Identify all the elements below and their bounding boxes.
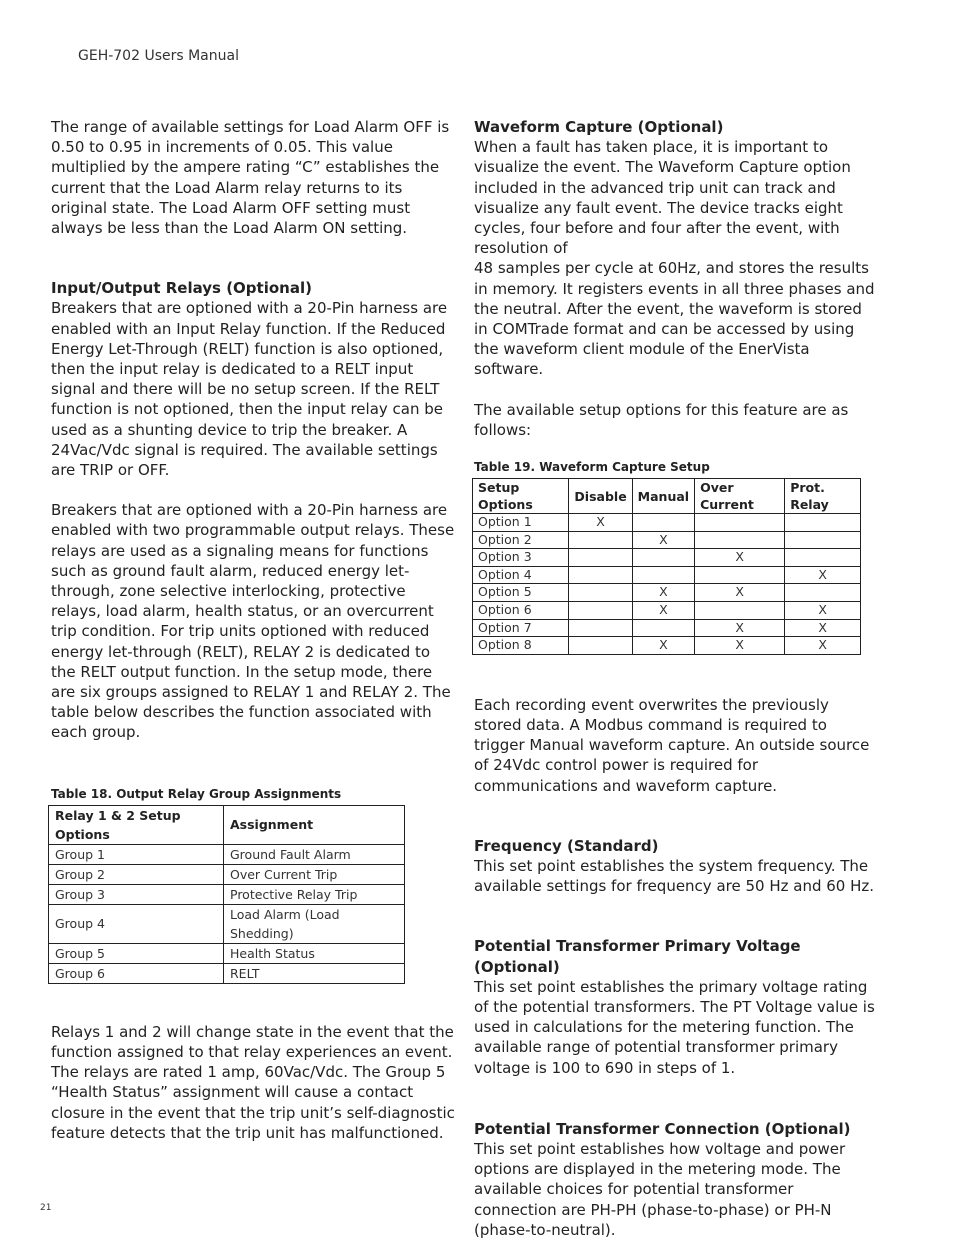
table-cell: Over Current Trip — [224, 864, 405, 884]
pt-voltage-paragraph: This set point establishes the primary voltage rating of the potential transformers. The PT Voltage value is used in calculations for the metering function. The available range of potential transformer primary voltage is 100 to 690 in steps of 1. — [474, 977, 875, 1077]
table-cell — [569, 619, 632, 637]
io-relays-paragraph-1: Breakers that are optioned with a 20-Pin harness are enabled with an Input Relay function. If the Reduced Energy Let-Through (RELT) function is also optioned, then the input relay is dedicated to a RELT input signal and there will be no setup screen. If the RELT function is not optioned, then the input relay can be used as a shunting device to trip the breaker. A 24Vac/Vdc signal is required. The available settings are TRIP or OFF. — [51, 299, 448, 480]
table-header-cell: Relay 1 & 2 Setup Options — [49, 805, 224, 844]
table-cell — [569, 531, 632, 549]
table-cell: Group 6 — [49, 963, 224, 983]
table-cell: Group 4 — [49, 904, 224, 943]
table-header-row — [473, 479, 861, 514]
table-row — [473, 531, 861, 549]
table-row — [49, 864, 405, 884]
right-column — [474, 117, 879, 1240]
table-cell: X — [785, 619, 861, 637]
table-cell: Option 8 — [473, 637, 569, 655]
table-cell — [785, 584, 861, 602]
table-cell — [695, 566, 785, 584]
table-cell: Protective Relay Trip — [224, 884, 405, 904]
table-cell: Group 2 — [49, 864, 224, 884]
table-header-cell: Over Current — [695, 479, 785, 514]
table-18 — [48, 805, 405, 984]
pt-connection-paragraph — [474, 1119, 879, 1240]
pt-voltage-heading: Potential Transformer Primary Voltage (Optional) — [474, 937, 801, 976]
table-cell: Option 6 — [473, 602, 569, 620]
pt-connection-heading: Potential Transformer Connection (Optional) — [474, 1119, 851, 1138]
load-alarm-off-paragraph: The range of available settings for Load Alarm OFF is 0.50 to 0.95 in increments of 0.05. This value multiplied by the ampere rating “C” establishes the current that the Load Alarm relay returns to its original state. The Load Alarm OFF setting must always be less than the Load Alarm ON setting. — [51, 118, 450, 238]
table-cell: Load Alarm (Load Shedding) — [224, 904, 405, 943]
waveform-paragraph-1a: When a fault has taken place, it is important to visualize the event. The Waveform Capture option included in the advanced trip unit can track and visualize any fault event. The device tracks eight cycles, four before and four after the event, with resolution of — [474, 138, 851, 258]
table-row — [473, 602, 861, 620]
table-cell — [632, 619, 694, 637]
table-row — [49, 943, 405, 963]
table-row — [473, 619, 861, 637]
table-cell: X — [785, 602, 861, 620]
left-column — [51, 117, 456, 1143]
table-cell — [785, 549, 861, 567]
table-cell — [569, 602, 632, 620]
io-relays-paragraph-2: Breakers that are optioned with a 20-Pin harness are enabled with two programmable output relays. These relays are used as a signaling means for functions such as ground fault alarm, reduced energy let-through, zone selective interlocking, protective relays, load alarm, health status, or an overcurrent trip condition. For trip units optioned with reduced energy let-through (RELT), RELAY 2 is dedicated to the RELT output function. In the setup mode, there are six groups assigned to RELAY 1 and RELAY 2. The table below describes the function associated with each group. — [51, 501, 455, 742]
table-18-caption: Table 18. Output Relay Group Assignments — [51, 786, 342, 801]
pt-connection-text: This set point establishes how voltage and power options are displayed in the metering mode. The available choices for potential transformer connection are PH-PH (phase-to-phase) or PH-N (phase-to-neutral). — [474, 1140, 846, 1239]
table-cell: X — [785, 637, 861, 655]
table-cell: X — [695, 549, 785, 567]
table-row — [473, 514, 861, 532]
table-header-cell: Setup Options — [473, 479, 569, 514]
table-cell — [569, 584, 632, 602]
table-cell: Option 7 — [473, 619, 569, 637]
table-cell: Option 1 — [473, 514, 569, 532]
io-relays-heading: Input/Output Relays (Optional) — [51, 279, 312, 298]
table-row — [473, 584, 861, 602]
table-cell — [569, 637, 632, 655]
table-cell — [695, 514, 785, 532]
waveform-heading: Waveform Capture (Optional) — [474, 118, 724, 136]
table-cell: X — [695, 584, 785, 602]
table-cell — [632, 549, 694, 567]
table-header-cell: Assignment — [224, 805, 405, 844]
table-cell: Option 2 — [473, 531, 569, 549]
frequency-paragraph: This set point establishes the system frequency. The available settings for frequency are 50 Hz and 60 Hz. — [474, 857, 875, 896]
waveform-paragraph-3: Each recording event overwrites the previously stored data. A Modbus command is required to trigger Manual waveform capture. An outside source of 24Vdc control power is required for communications and waveform capture. — [474, 695, 870, 795]
table-cell: X — [695, 619, 785, 637]
table-row — [49, 904, 405, 943]
table-cell: Group 3 — [49, 884, 224, 904]
table-row — [473, 549, 861, 567]
table-header-row — [49, 805, 405, 844]
table-header-cell: Manual — [632, 479, 694, 514]
table-cell: X — [785, 566, 861, 584]
table-cell — [632, 514, 694, 532]
table-cell: X — [632, 531, 694, 549]
table-cell: X — [695, 637, 785, 655]
table-cell — [695, 602, 785, 620]
table-row — [49, 963, 405, 983]
frequency-heading: Frequency (Standard) — [474, 836, 659, 855]
table-header-cell: Disable — [569, 479, 632, 514]
relays-paragraph: Relays 1 and 2 will change state in the event that the function assigned to that relay experiences an event. The relays are rated 1 amp, 60Vac/Vdc. The Group 5 “Health Status” assignment will cause a contact closure in the event that the trip unit’s self-diagnostic feature detects that the trip unit has malfunctioned. — [51, 1022, 455, 1142]
table-cell — [569, 566, 632, 584]
table-cell: X — [632, 637, 694, 655]
table-cell — [785, 531, 861, 549]
table-cell — [695, 531, 785, 549]
table-cell: X — [569, 514, 632, 532]
running-header: GEH-702 Users Manual — [78, 48, 239, 64]
table-cell: Ground Fault Alarm — [224, 844, 405, 864]
table-cell: Option 5 — [473, 584, 569, 602]
table-cell: Option 4 — [473, 566, 569, 584]
waveform-paragraph-2: The available setup options for this feature are as follows: — [474, 400, 849, 439]
table-cell: RELT — [224, 963, 405, 983]
table-cell: X — [632, 584, 694, 602]
table-row — [49, 844, 405, 864]
table-cell: Group 1 — [49, 844, 224, 864]
table-cell — [632, 566, 694, 584]
page-number: 21 — [40, 1203, 52, 1213]
table-cell — [569, 549, 632, 567]
table-row — [49, 884, 405, 904]
table-cell: X — [632, 602, 694, 620]
table-19-caption: Table 19. Waveform Capture Setup — [474, 460, 710, 475]
table-cell — [785, 514, 861, 532]
table-row — [473, 566, 861, 584]
waveform-paragraph-1b: 48 samples per cycle at 60Hz, and stores the results in memory. It registers events in all three phases and the neutral. After the event, the waveform is stored in COMTrade format and can be accessed by using the waveform client module of the EnerVista software. — [474, 259, 875, 379]
table-row — [473, 637, 861, 655]
table-cell: Health Status — [224, 943, 405, 963]
table-header-cell: Prot. Relay — [785, 479, 861, 514]
table-cell: Group 5 — [49, 943, 224, 963]
table-cell: Option 3 — [473, 549, 569, 567]
table-19 — [472, 478, 861, 655]
